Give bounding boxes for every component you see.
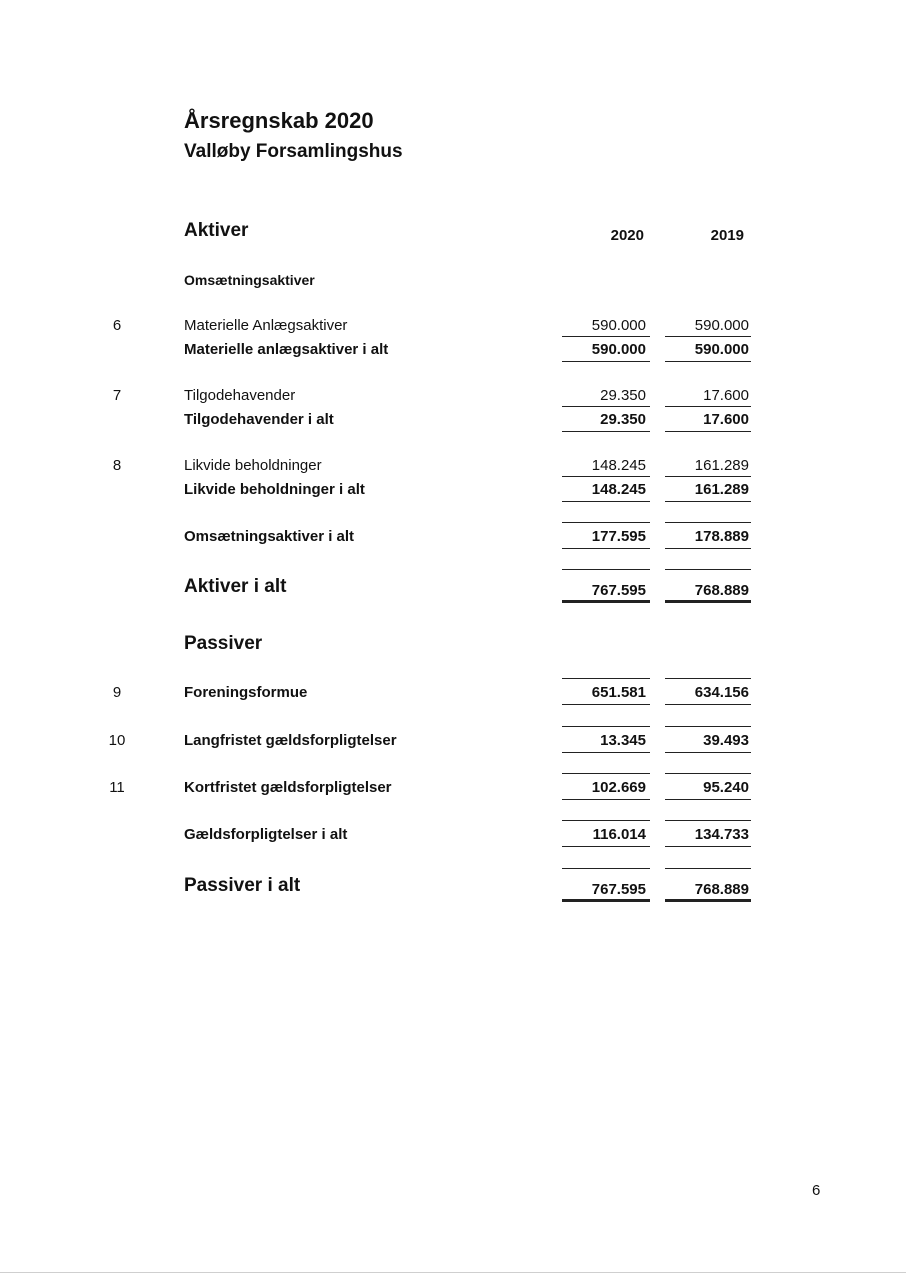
- underline-rule: [562, 431, 650, 432]
- row-label: Likvide beholdninger i alt: [184, 481, 365, 498]
- underline-rule: [562, 846, 650, 847]
- value-2019: 161.289: [694, 457, 749, 474]
- value-2020: 590.000: [591, 317, 646, 334]
- liabilities-total-2020: 767.595: [591, 881, 646, 898]
- row-label: Omsætningsaktiver i alt: [184, 528, 355, 545]
- current-assets-subheading: Omsætningsaktiver: [184, 272, 315, 288]
- document-subtitle: Valløby Forsamlingshus: [184, 141, 403, 162]
- assets-total-2020: 767.595: [591, 582, 646, 599]
- top-rule: [562, 726, 650, 727]
- note-number: 6: [112, 317, 122, 334]
- top-rule: [665, 773, 751, 774]
- value-2020: 116.014: [592, 826, 646, 843]
- underline-rule: [562, 501, 650, 502]
- note-number: 8: [112, 457, 122, 474]
- underline-rule: [562, 548, 650, 549]
- double-rule: [665, 899, 751, 902]
- underline-rule: [665, 501, 751, 502]
- page-number: 6: [812, 1182, 821, 1199]
- underline-rule: [665, 799, 751, 800]
- top-rule: [665, 726, 751, 727]
- value-2020: 29.350: [600, 411, 646, 428]
- top-rule: [562, 522, 650, 523]
- underline-rule: [562, 361, 650, 362]
- underline-rule: [562, 704, 650, 705]
- row-label: Gældsforpligtelser i alt: [184, 826, 348, 843]
- liabilities-total-label: Passiver i alt: [184, 875, 301, 896]
- underline-rule: [665, 336, 751, 337]
- underline-rule: [562, 406, 650, 407]
- underline-rule: [665, 704, 751, 705]
- top-rule: [665, 678, 751, 679]
- row-label: Materielle anlægsaktiver i alt: [184, 341, 389, 358]
- value-2020: 590.000: [591, 341, 646, 358]
- underline-rule: [562, 799, 650, 800]
- top-rule: [562, 868, 650, 869]
- column-year-prior: 2019: [710, 227, 744, 244]
- scan-edge-line: [0, 1272, 906, 1273]
- top-rule: [562, 820, 650, 821]
- value-2019: 134.733: [694, 826, 749, 843]
- value-2019: 161.289: [694, 481, 749, 498]
- note-number: 10: [108, 732, 126, 749]
- value-2020: 148.245: [591, 457, 646, 474]
- column-year-current: 2020: [610, 227, 644, 244]
- top-rule: [665, 868, 751, 869]
- value-2020: 102.669: [591, 779, 646, 796]
- top-rule: [665, 820, 751, 821]
- value-2019: 39.493: [703, 732, 749, 749]
- row-label: Likvide beholdninger: [184, 457, 322, 474]
- underline-rule: [562, 476, 650, 477]
- top-rule: [665, 569, 751, 570]
- top-rule: [562, 773, 650, 774]
- value-2019: 17.600: [703, 387, 749, 404]
- document-title: Årsregnskab 2020: [184, 108, 374, 133]
- underline-rule: [665, 548, 751, 549]
- assets-total-2019: 768.889: [694, 582, 749, 599]
- row-label: Foreningsformue: [184, 684, 308, 701]
- underline-rule: [665, 406, 751, 407]
- underline-rule: [665, 431, 751, 432]
- value-2019: 178.889: [694, 528, 749, 545]
- liabilities-total-2019: 768.889: [694, 881, 749, 898]
- underline-rule: [562, 752, 650, 753]
- double-rule: [562, 600, 650, 603]
- underline-rule: [665, 846, 751, 847]
- value-2019: 590.000: [694, 341, 749, 358]
- assets-total-label: Aktiver i alt: [184, 576, 287, 597]
- note-number: 7: [112, 387, 122, 404]
- row-label: Tilgodehavender: [184, 387, 296, 404]
- value-2019: 95.240: [703, 779, 749, 796]
- underline-rule: [562, 336, 650, 337]
- assets-heading: Aktiver: [184, 220, 249, 241]
- top-rule: [665, 522, 751, 523]
- underline-rule: [665, 752, 751, 753]
- liabilities-heading: Passiver: [184, 633, 263, 654]
- value-2019: 17.600: [703, 411, 749, 428]
- double-rule: [562, 899, 650, 902]
- double-rule: [665, 600, 751, 603]
- value-2020: 13.345: [600, 732, 646, 749]
- note-number: 9: [112, 684, 122, 701]
- underline-rule: [665, 361, 751, 362]
- value-2020: 651.581: [591, 684, 646, 701]
- value-2019: 590.000: [694, 317, 749, 334]
- top-rule: [562, 569, 650, 570]
- value-2020: 177.595: [591, 528, 646, 545]
- value-2020: 148.245: [591, 481, 646, 498]
- row-label: Materielle Anlægsaktiver: [184, 317, 348, 334]
- value-2019: 634.156: [694, 684, 749, 701]
- note-number: 11: [109, 779, 125, 796]
- value-2020: 29.350: [600, 387, 646, 404]
- underline-rule: [665, 476, 751, 477]
- row-label: Langfristet gældsforpligtelser: [184, 732, 397, 749]
- row-label: Kortfristet gældsforpligtelser: [184, 779, 392, 796]
- top-rule: [562, 678, 650, 679]
- row-label: Tilgodehavender i alt: [184, 411, 334, 428]
